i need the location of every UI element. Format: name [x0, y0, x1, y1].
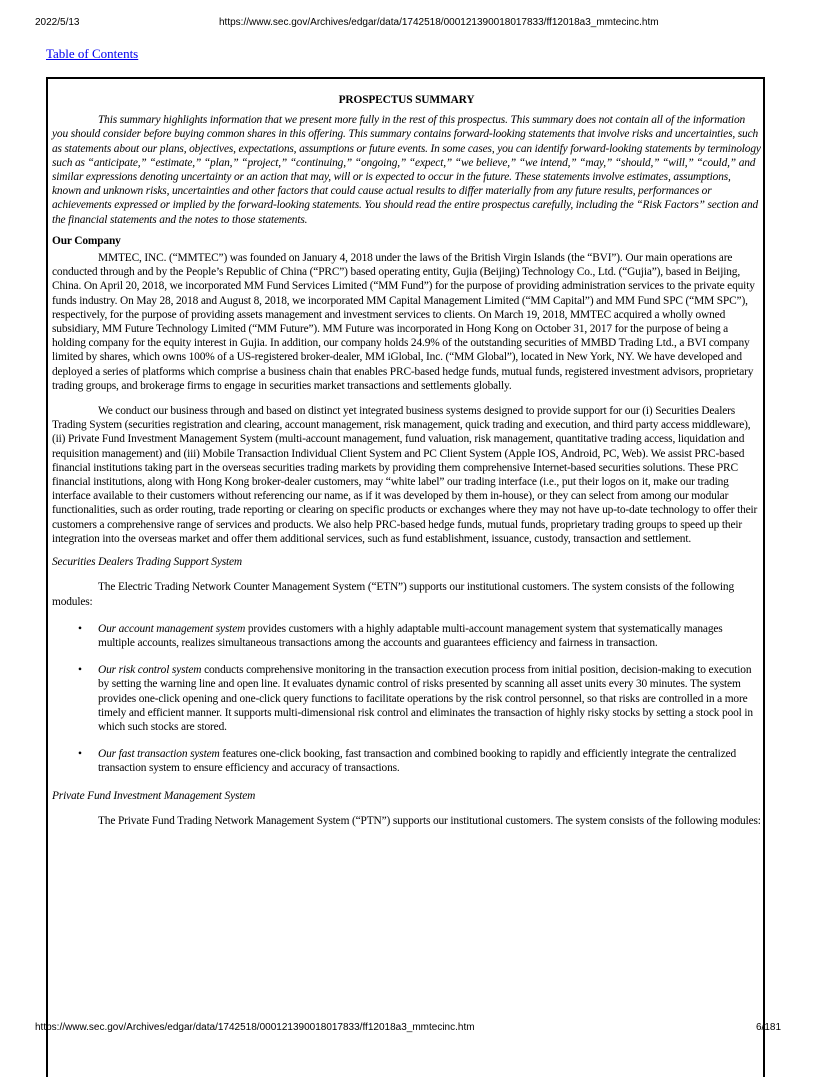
list-item	[52, 622, 761, 650]
bullet-term: Our risk control system	[98, 664, 202, 677]
print-header-url: https://www.sec.gov/Archives/edgar/data/1742518/000121390018017833/ff12018a3_mmtecinc.htm	[219, 17, 659, 28]
company-paragraph-1: MMTEC, INC. (“MMTEC”) was founded on January 4, 2018 under the laws of the British Virgin Islands (the “BVI”). Our main operations are conducted through and by the People’s Republic of China (“PRC”) based operating entity, Gujia (Beijing) Technology Co., Ltd. (“Gujia”), based in Beijing, China. On April 20, 2018, we incorporated MM Fund Services Limited (“MM Fund”) for the purpose of providing administration services to the private equity funds industry. On May 28, 2018 and August 8, 2018, we incorporated MM Capital Management Limited (“MM Capital”) and MM Fund SPC (“MM SPC”), respectively, for the purpose of providing assets management and investment services to clients. On March 19, 2018, MMTEC acquired a wholly owned subsidiary, MM Future Technology Limited (“MM Future”). MM Future was incorporated in Hong Kong on October 31, 2017 for the purpose of being a holding company for the equity interest in Gujia. In addition, our company holds 24.9% of the outstanding securities of MMBD Trading Ltd., a BVI company limited by shares, which owns 100% of a US-registered broker-dealer, MM iGlobal, Inc. (“MM Global”), located in New York, NY. We have developed and deployed a series of platforms which comprise a business chain that enables PRC-based hedge funds, mutual funds, registered investment advisors, proprietary trading groups, and brokerage firms to engage in securities market transactions and settlements globally.	[52, 252, 755, 392]
intro-paragraph: This summary highlights information that we present more fully in the rest of this prospectus. This summary does not contain all of the information you should consider before buying common shares in this offering. This summary contains forward-looking statements that involve risks and uncertainties, such as statements about our plans, objectives, expectations, assumptions or future events. In some cases, you can identify forward-looking statements by terminology such as “anticipate,” “estimate,” “plan,” “project,” “continuing,” “ongoing,” “expect,” “we believe,” “we intend,” “may,” “should,” “will,” “could,” and similar expressions denoting uncertainty or an action that may, will or is expected to occur in the future. These statements involve estimates, assumptions, known and unknown risks, uncertainties and other factors that could cause actual results to differ materially from any future results, performances or achievements expressed or implied by the forward-looking statements. You should read the entire prospectus carefully, including the “Risk Factors” section and the financial statements and the notes to those statements.	[52, 114, 761, 226]
page-number: 6/181	[756, 1022, 782, 1033]
list-item	[52, 663, 761, 734]
section-heading-our-company: Our Company	[52, 234, 121, 247]
bullet-text: provides customers with a highly adaptable multi-account management system that systematically manages multiple accounts, realizes simultaneous transactions among the accounts and guarantees efficiency and fairness in transaction.	[98, 622, 723, 649]
subsection-heading-securities-dealers: Securities Dealers Trading Support System	[52, 556, 243, 569]
document-body	[52, 93, 761, 828]
bullet-text: conducts comprehensive monitoring in the transaction execution process from initial position, decision-making to execution by setting the warning line and open line. It evaluates dynamic control of risks presented by scanning all asset units every 30 minutes. The system provides one-click opening and one-click query functions to facilitate operations by the risk control personnel, so that risks are controlled in a more timely and efficient manner. It supports multi-dimensional risk control and eliminates the transaction of highly risky stocks by setting a stock pool in which such stocks are stored.	[98, 664, 753, 733]
company-paragraph-2: We conduct our business through and based on distinct yet integrated business systems designed to provide support for our (i) Securities Dealers Trading System (securities registration and clearing, account management, risk management, quick trading and execution, and third party access middleware), (ii) Private Fund Investment Management System (multi-account management, fund valuation, risk management, quantitative trading access, liquidation and requisition management) and (iii) Mobile Transaction Individual Client System and PC Client System (Apple IOS, Android, PC, Web). We assist PRC-based financial institutions taking part in the overseas securities trading markets by providing them comprehensive Internet-based securities solutions. These PRC financial institutions, along with Hong Kong broker-dealer customers, may “white label” our trading interface (i.e., put their logos on it, make our trading interface available to their customers without referencing our name, as if it was developed by them in-house), or they can select from among our modular functionalities, such as order routing, trade reporting or clearing on specific products or exchanges where they may not have up-to-date technology to offer their customers a comprehensive range of services and products. We also help PRC-based hedge funds, mutual funds, proprietary trading groups to speed up their integration into the overseas market and offer them additional services, such as fund establishment, issuance, custody, transaction and settlement.	[52, 405, 758, 545]
print-date: 2022/5/13	[35, 17, 80, 28]
print-footer-url: https://www.sec.gov/Archives/edgar/data/1742518/000121390018017833/ff12018a3_mmtecinc.htm	[35, 1022, 475, 1033]
ptn-paragraph: The Private Fund Trading Network Management System (“PTN”) supports our institutional customers. The system consists of the following modules:	[98, 814, 761, 827]
table-of-contents-link[interactable]: Table of Contents	[46, 46, 139, 61]
list-item	[52, 747, 761, 775]
bullet-text: features one-click booking, fast transaction and combined booking to rapidly and efficiently integrate the centralized transaction system to ensure efficiency and accuracy of transactions.	[98, 748, 737, 775]
bullet-term: Our account management system	[98, 622, 246, 635]
bullet-icon: •	[78, 664, 82, 677]
bullet-icon: •	[78, 622, 82, 635]
bullet-icon: •	[78, 748, 82, 761]
page-title: PROSPECTUS SUMMARY	[338, 94, 475, 106]
subsection-heading-private-fund: Private Fund Investment Management System	[52, 789, 256, 802]
module-list	[52, 622, 761, 776]
etn-paragraph: The Electric Trading Network Counter Management System (“ETN”) supports our institutional customers. The system consists of the following modules:	[52, 581, 734, 608]
bullet-term: Our fast transaction system	[98, 748, 220, 761]
